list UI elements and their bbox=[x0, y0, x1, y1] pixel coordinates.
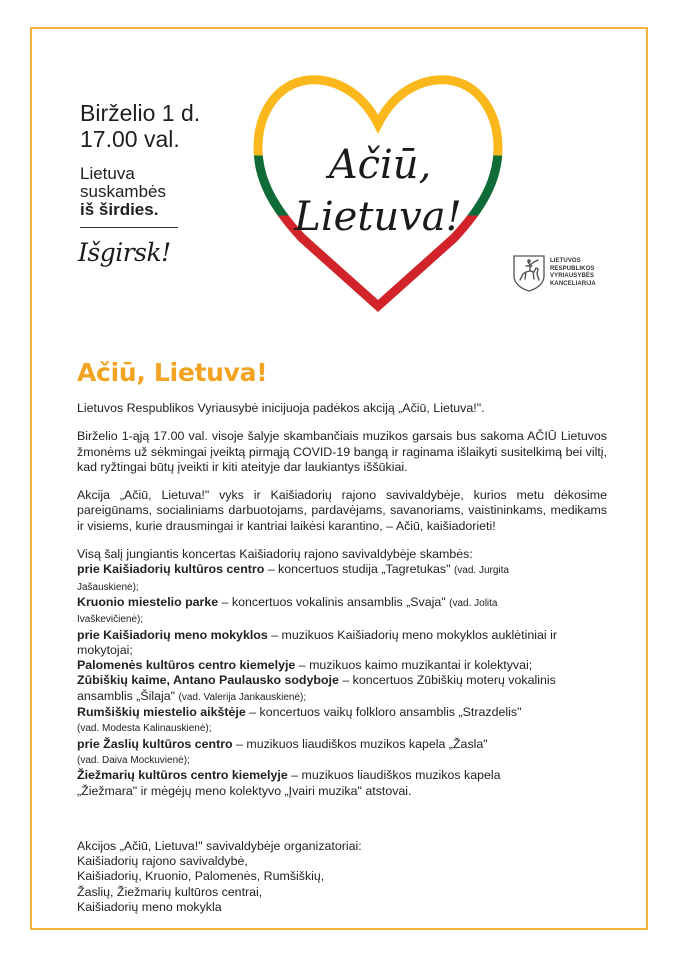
concert-item bbox=[77, 768, 557, 799]
concert-place: prie Žaslių kultūros centro bbox=[77, 736, 233, 751]
event-date-time bbox=[80, 100, 200, 152]
tagline-bold: iš širdies. bbox=[80, 200, 159, 219]
concert-description: – muzikuos liaudiškos muzikos kapela „Žiežmara" ir mėgėjų meno kolektyvo „Įvairi muzika" atstovai. bbox=[77, 768, 501, 798]
logo-line: RESPUBLIKOS bbox=[550, 265, 595, 272]
organizer-line: Kaišiadorių meno mokykla bbox=[77, 900, 222, 915]
concert-place: Zūbiškių kaime, Antano Paulausko sodyboje bbox=[77, 673, 339, 688]
concert-intro: Visą šalį jungiantis koncertas Kaišiadorių rajono savivaldybėje skambės: bbox=[77, 547, 473, 562]
tagline-line: suskambės bbox=[80, 182, 166, 201]
heart-outline bbox=[258, 80, 498, 306]
organizer-line: Žaslių, Žiežmarių kultūros centrai, bbox=[77, 884, 263, 899]
organizers bbox=[77, 839, 607, 915]
concert-item bbox=[77, 658, 557, 673]
organizers-intro: Akcijos „Ačiū, Lietuva!" savivaldybėje organizatoriai: bbox=[77, 838, 362, 853]
tagline bbox=[80, 165, 166, 219]
logo-line: KANCELIARIJA bbox=[550, 280, 596, 287]
slogan: Išgirsk! bbox=[78, 238, 171, 267]
organizer-line: Kaišiadorių, Kruonio, Palomenės, Rumšiškių, bbox=[77, 869, 325, 884]
concert-leader-note: (vad. Jurgita Jašauskienė); bbox=[77, 565, 509, 593]
concert-description: – muzikuos Kaišiadorių meno mokyklos auklėtiniai ir mokytojai; bbox=[77, 627, 557, 657]
logo-line: LIETUVOS bbox=[550, 258, 581, 264]
concert-place: prie Kaišiadorių kultūros centro bbox=[77, 562, 265, 577]
concert-description: – koncertuos vokalinis ansamblis „Svaja" bbox=[218, 594, 450, 609]
concert-description: – koncertuos Zūbiškių moterų vokalinis ansamblis „Šilaja" bbox=[77, 673, 556, 703]
concert-item bbox=[77, 737, 557, 769]
event-date: Birželio 1 d. bbox=[80, 100, 201, 126]
paragraph-thanks: Akcija „Ačiū, Lietuva!" vyks ir Kaišiadorių rajono savivaldybėje, kurios metu dėkosime pareigūnams, socialiniams darbuotojams, pardavėjams, savanoriams, vaistininkams, medikams ir visiems, kurie drausmingai ir kantriai laikėsi karantino, – Ačiū, kaišiadorieti! bbox=[77, 488, 607, 533]
concert-description: – koncertuos vaikų folkloro ansamblis „Strazdelis" bbox=[245, 705, 522, 720]
concert-leader-note: (vad. Daiva Mockuvienė); bbox=[77, 754, 190, 766]
organizer-line: Kaišiadorių rajono savivaldybė, bbox=[77, 854, 248, 869]
concert-item bbox=[77, 595, 557, 628]
concert-leader-note: (vad. Valerija Jankauskienė); bbox=[178, 691, 307, 703]
concert-place: Palomenės kultūros centro kiemelyje bbox=[77, 658, 296, 673]
concert-item bbox=[77, 628, 557, 659]
paragraph-announcement: Birželio 1-ąją 17.00 val. visoje šalyje skambančiais muzikos garsais bus sakoma AČIŪ Lietuvos žmonėms už sėkmingai įveiktą pirmąją COVID-19 bangą ir raginama išlaikyti susitelkimą bei viltį, kad ryžtingai būtų įveikti ir kiti ateityje dar laukiantys iššūkiai. bbox=[77, 429, 607, 474]
heart-text-line1: Ačiū, bbox=[328, 142, 432, 188]
heart-logo bbox=[250, 70, 510, 315]
event-time: 17.00 val. bbox=[80, 126, 180, 152]
tagline-line: Lietuva bbox=[80, 164, 135, 183]
concert-item bbox=[77, 562, 557, 595]
concert-item bbox=[77, 673, 557, 705]
article-title: Ačiū, Lietuva! bbox=[77, 358, 268, 387]
concert-leader-note: (vad. Jolita Ivaškevičienė); bbox=[77, 597, 498, 626]
concert-description: – koncertuos studija „Tagretukas" bbox=[264, 562, 454, 577]
concert-place: Žiežmarių kultūros centro kiemelyje bbox=[77, 768, 288, 783]
concert-description: – muzikuos kaimo muzikantai ir kolektyvai; bbox=[295, 658, 533, 673]
logo-line: VYRIAUSYBĖS bbox=[550, 273, 595, 279]
government-office-logo bbox=[512, 254, 596, 292]
concert-list bbox=[77, 547, 557, 799]
vytis-coat-of-arms-icon bbox=[512, 254, 546, 292]
concert-place: prie Kaišiadorių meno mokyklos bbox=[77, 627, 268, 642]
concert-item bbox=[77, 705, 557, 737]
concert-leader-note: (vad. Modesta Kalinauskienė); bbox=[77, 723, 212, 735]
heart-text-line2: Lietuva! bbox=[294, 194, 462, 240]
intro-paragraph: Lietuvos Respublikos Vyriausybė inicijuoja padėkos akciją „Ačiū, Lietuva!". bbox=[77, 401, 485, 415]
article-body bbox=[77, 401, 607, 915]
divider bbox=[80, 227, 178, 228]
concert-place: Rumšiškių miestelio aikštėje bbox=[77, 705, 246, 720]
concert-description: – muzikuos liaudiškos muzikos kapela „Žasla" bbox=[232, 736, 488, 751]
concert-place: Kruonio miestelio parke bbox=[77, 594, 219, 609]
